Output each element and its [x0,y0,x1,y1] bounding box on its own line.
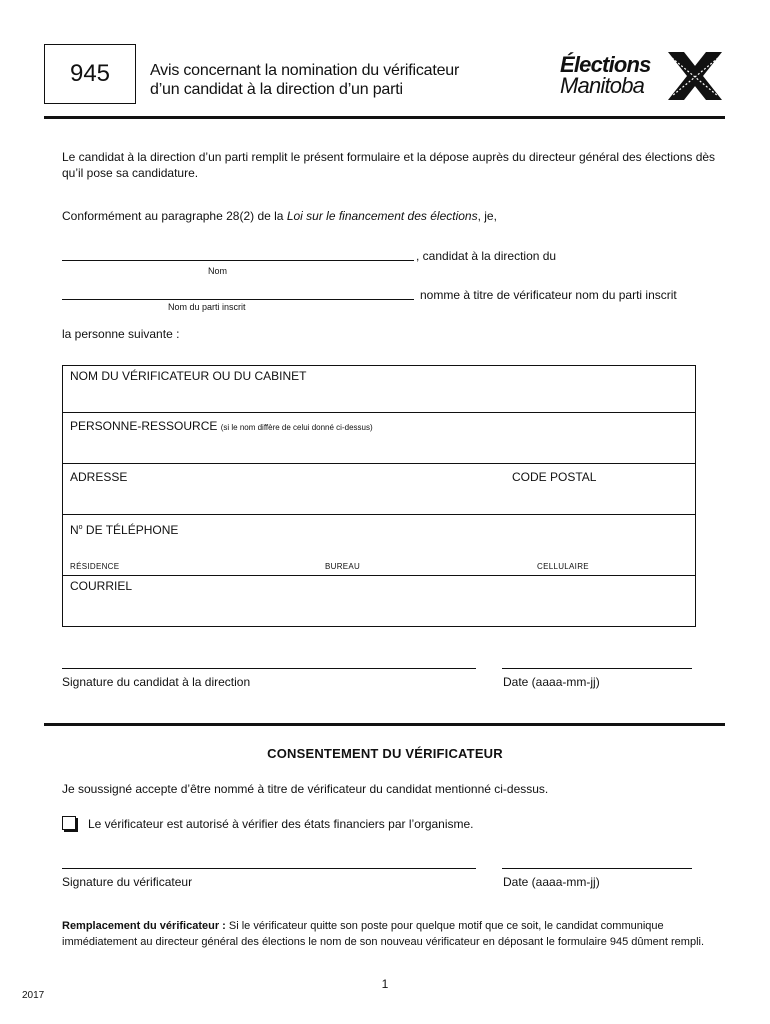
auditor-info-box [62,365,696,627]
law-name: Loi sur le financement des élections [286,209,478,223]
replacement-note-title: Remplacement du vérificateur : [62,920,226,932]
form-title-line2: d’un candidat à la direction d’un parti [150,81,403,98]
elections-manitoba-logo-text [560,54,651,96]
contact-note: (si le nom diffère de celui donné ci-dessus) [220,423,373,432]
auditor-name-label: NOM DU VÉRIFICATEUR OU DU CABINET [70,369,307,383]
candidate-date-label: Date (aaaa-mm-jj) [503,675,600,689]
form-number-box [44,44,136,104]
elections-manitoba-x-logo-icon [664,50,726,102]
consent-statement: Je soussigné accepte d’être nommé à titre de vérificateur du candidat mentionné ci-dessus. [62,782,549,796]
residence-label: RÉSIDENCE [70,562,120,571]
row-divider [63,463,695,464]
person-label: la personne suivante : [62,327,180,341]
cell-label: CELLULAIRE [537,562,589,571]
form-title [150,61,459,99]
auditor-signature-label: Signature du vérificateur [62,875,193,889]
email-label: COURRIEL [70,579,133,593]
law-reference: Conformément au paragraphe 28(2) de la Loi sur le financement des élections, je, [62,209,497,223]
intro-paragraph: Le candidat à la direction d’un parti remplit le présent formulaire et la dépose auprès du directeur général des élections dès qu’il pose sa candidature. [62,150,716,180]
candidate-date-line[interactable] [502,668,692,669]
postal-code-label: CODE POSTAL [512,470,597,484]
page-number: 1 [381,977,389,991]
candidate-signature-label: Signature du candidat à la direction [62,675,251,689]
row-divider [63,575,695,576]
replacement-note [62,918,712,950]
consent-heading: CONSENTEMENT DU VÉRIFICATEUR [267,746,503,761]
logo-line2: Manitoba [560,73,645,98]
contact-label: PERSONNE-RESSOURCE (si le nom diffère de celui donné ci-dessus) [70,419,373,433]
authorization-checkbox[interactable] [62,816,76,830]
auditor-signature-line[interactable] [62,868,476,869]
logo-line1: Élections [560,52,651,77]
header-divider [44,116,725,119]
candidate-signature-line[interactable] [62,668,476,669]
row-divider [63,514,695,515]
office-label: BUREAU [325,562,361,571]
party-name-line[interactable] [62,299,414,300]
party-line-text: nomme à titre de vérificateur nom du parti inscrit [420,288,677,302]
authorization-checkbox-label: Le vérificateur est autorisé à vérifier des états financiers par l’organisme. [88,817,474,831]
auditor-date-line[interactable] [502,868,692,869]
party-name-sublabel: Nom du parti inscrit [168,302,246,312]
row-divider [63,412,695,413]
section-divider [44,723,725,726]
candidate-name-sublabel: Nom [208,266,228,276]
auditor-date-label: Date (aaaa-mm-jj) [503,875,600,889]
form-year: 2017 [22,990,45,1001]
address-label: ADRESSE [70,470,128,484]
candidate-name-line[interactable] [62,260,414,261]
form-number: 945 [69,60,111,87]
phone-label: $N^o$ DE TÉLÉPHONE [70,523,179,537]
form-title-line1: Avis concernant la nomination du vérificateur [150,62,460,79]
replacement-note-text: Si le vérificateur quitte son poste pour quelque motif que ce soit, le candidat communique immédiatement au directeur général des élections le nom de son nouveau vérificateur en déposant le formulaire 945 dûment rempli. [62,920,705,948]
candidate-line-text: , candidat à la direction du [416,249,557,263]
